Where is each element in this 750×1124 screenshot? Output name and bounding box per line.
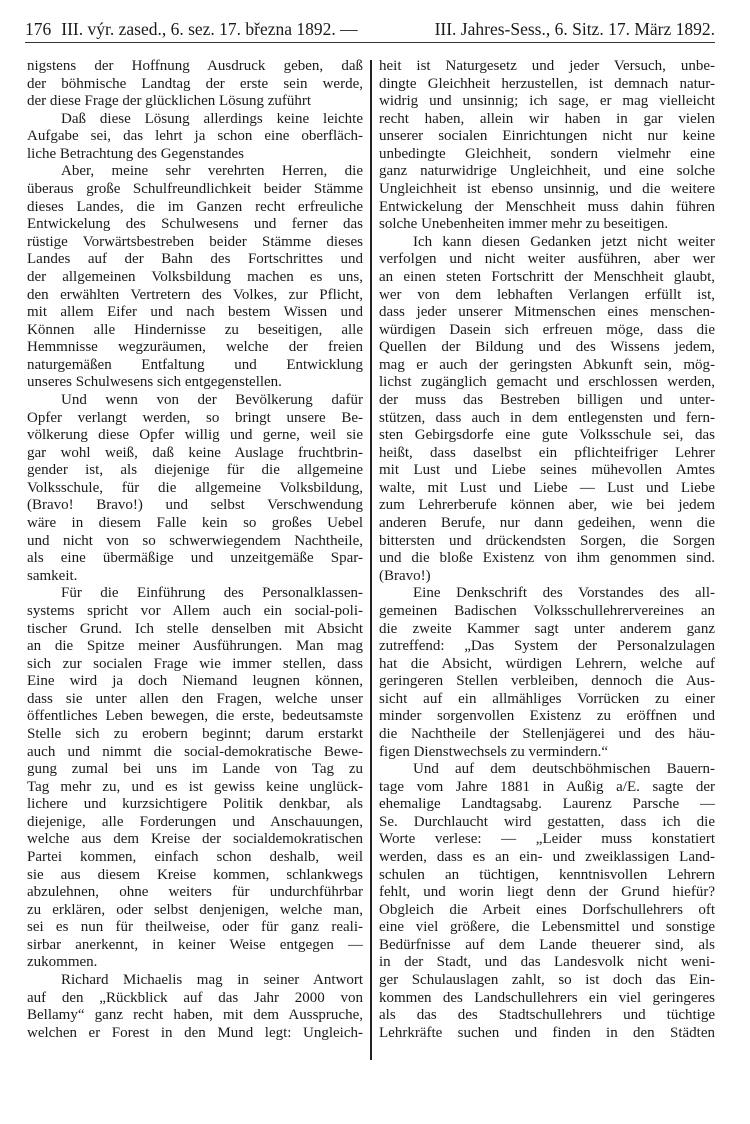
text-line: Entwickelung des Schulwesens und ferner das xyxy=(27,216,363,233)
text-line: welchen er Forest in den Mund legt: Ungleich- xyxy=(27,1024,363,1041)
column-left xyxy=(27,58,363,1042)
text-line: nigstens der Hoffnung Ausdruck geben, daß xyxy=(27,58,363,74)
text-line: unseres Schulwesens sich entgegenstellen. xyxy=(27,374,282,391)
text-line: wer von dem lebhaften Verlangen erfüllt ist, xyxy=(379,286,715,303)
text-line: verfolgen und nicht weiter ausführen, aber wer xyxy=(379,251,715,268)
text-line: sei es nun für theilweise, oder für ganz reali- xyxy=(27,919,363,936)
text-line: diejenige, alle Forderungen und Anschauungen, xyxy=(27,813,363,830)
paragraph xyxy=(27,111,363,164)
page-header xyxy=(25,14,715,43)
paragraph xyxy=(27,972,363,1042)
text-line: heit ist Naturgesetz und jeder Versuch, unbe- xyxy=(379,58,715,74)
text-line: der allgemeinen Volksbildung machen es uns, xyxy=(27,268,363,285)
text-line: kommen des Landschullehrers ein viel geringeres xyxy=(379,989,715,1006)
text-line: dieses Landes, die im Ganzen recht erfreuliche xyxy=(27,198,363,215)
text-line: sten Gebirgsdorfe eine gute Volksschule sei, das xyxy=(379,427,715,444)
text-line: sich zur socialen Frage wie immer stellen, dass xyxy=(27,655,363,672)
text-line: Und auf dem deutschböhmischen Bauern- xyxy=(413,761,715,778)
text-line: öffentliches Leben bewegen, die erste, bedeutsamste xyxy=(27,708,363,725)
text-line: Volksschule, für die allgemeine Volksbildung, xyxy=(27,479,363,496)
text-line: liche Betrachtung des Gegenstandes xyxy=(27,145,245,162)
text-line: völkerung diese Opfer willig und gerne, weil sie xyxy=(27,427,363,444)
text-line: minder sorgenvollen Existenz zu eröffnen und xyxy=(379,708,715,725)
text-line: die zweite Kammer sagt unter anderem ganz xyxy=(379,620,715,637)
text-line: schulen an tüchtigen, kenntnisvollen Lehrern xyxy=(379,866,715,883)
text-line: überaus große Schulfreundlichkeit beider Stämme xyxy=(27,181,363,198)
text-line: Worte verlese: — „Leider muss konstatiert xyxy=(379,831,715,848)
text-line: sicht auf ein allmähliges Vorrücken zu einer xyxy=(379,690,715,707)
text-line: dass sie unter allen den Fragen, welche unser xyxy=(27,690,363,707)
text-line: naturgemäßen Entfaltung und Entwicklung xyxy=(27,356,363,373)
text-line: unbedingte Gleichheit, sondern vielmehr eine xyxy=(379,145,715,162)
text-line: Entwickelung der Menschheit muss dahin führen xyxy=(379,198,715,215)
text-line: zum Lehrerberufe können aber, wie bei jedem xyxy=(379,497,715,514)
text-line: Ungleichheit ist ebenso unsinnig, und die weitere xyxy=(379,181,715,198)
text-line: Landes auf der Bahn des Fortschrittes und xyxy=(27,251,363,268)
text-line: gender ist, als diejenige für die allgemeine xyxy=(27,462,363,479)
text-line: den erwählten Vertretern des Volkes, zur Pflicht, xyxy=(27,286,363,303)
text-line: Ich kann diesen Gedanken jetzt nicht weiter xyxy=(413,233,715,250)
text-line: widrig und unsinnig; ich sage, er mag vielleicht xyxy=(379,93,715,110)
text-line: Partei kommen, einfach schon deshalb, weil xyxy=(27,849,363,866)
text-line: ehemalige Landtagsabg. Laurenz Parsche — xyxy=(379,796,715,813)
text-line: und die bloße Existenz von ihm genommen sind. xyxy=(379,550,715,567)
text-line: Bedürfnisse auf dem Lande theuerer sind, als xyxy=(379,936,715,953)
text-line: mit Lust und Liebe seines mühevollen Amtes xyxy=(379,462,715,479)
text-line: tage vom Jahre 1881 in Außig a/E. sagte der xyxy=(379,778,715,795)
text-line: Eine Denkschrift des Vorstandes des all- xyxy=(413,585,715,602)
column-right xyxy=(379,58,715,1042)
text-line: geringeren Stellen verbleiben, dennoch die Aus- xyxy=(379,673,715,690)
text-line: sie aus diesem Kreise kommen, schlankwegs xyxy=(27,866,363,883)
text-line: Eine wird ja doch Niemand leugnen können, xyxy=(27,673,363,690)
text-line: und nicht von so schwerwiegendem Nachtheile, xyxy=(27,532,363,549)
text-line: lichst zugänglich gemacht und erschlossen werden, xyxy=(379,374,715,391)
text-line: rüstige Vorwärtsbestreben beider Stämme dieses xyxy=(27,233,363,250)
text-line: als eine übermäßige und unzeitgemäße Spar- xyxy=(27,550,363,567)
text-line: wäre in diesem Falle kein so großes Uebel xyxy=(27,515,363,532)
text-line: Stelle sich zu erobern beginnt; darum erstarkt xyxy=(27,725,363,742)
text-line: Hemmnisse wegzuräumen, welche der freien xyxy=(27,339,363,356)
text-line: (Bravo! Bravo!) und selbst Verschwendung xyxy=(27,497,363,514)
paragraph xyxy=(379,58,715,234)
paragraph xyxy=(379,761,715,1042)
text-line: unserer socialen Einrichtungen nicht nur keine xyxy=(379,128,715,145)
column-divider xyxy=(370,60,372,1060)
text-line: samkeit. xyxy=(27,567,78,584)
text-line: systems spricht vor Allem auch ein social-poli- xyxy=(27,602,363,619)
text-line: die Nachtheile der Stellenjägerei und des häu- xyxy=(379,725,715,742)
text-line: stützen, dass auch in dem entlegensten und fern- xyxy=(379,409,715,426)
text-line: Obgleich die Arbeit eines Dorfschullehrers oft xyxy=(379,901,715,918)
text-line: auch und nimmt die social-demokratische Bewe- xyxy=(27,743,363,760)
paragraph xyxy=(27,163,363,392)
text-line: recht haben, allein wir haben in gar vielen xyxy=(379,110,715,127)
text-line: dingte Gleichheit herzustellen, ist demnach natur- xyxy=(379,75,715,92)
header-czech: III. výr. zased., 6. sez. 17. března 1892. — xyxy=(61,19,358,39)
text-line: gar wohl weiß, daß keine Auslage fruchtbrin- xyxy=(27,444,363,461)
paragraph xyxy=(379,585,715,761)
paragraph xyxy=(379,234,715,586)
text-line: fehlt, und worin liegt denn der Grund hiefür? xyxy=(379,884,715,901)
text-line: der diese Frage der glücklichen Lösung zuführt xyxy=(27,93,312,110)
header-german: III. Jahres-Sess., 6. Sitz. 17. März 1892. xyxy=(434,19,715,39)
text-line: bittersten und drückendsten Sorgen, die Sorgen xyxy=(379,532,715,549)
text-line: anderen Berufe, nur dann gedeihen, wenn die xyxy=(379,515,715,532)
text-line: ger Schulauslagen zahlt, so ist doch das Ein- xyxy=(379,972,715,989)
text-line: abzulehnen, ohne weiters für undurchführbar xyxy=(27,884,363,901)
text-line: gung zumal bei uns im Lande von Tag zu xyxy=(27,761,363,778)
text-line: auf den „Rückblick auf das Jahr 2000 von xyxy=(27,989,363,1006)
text-line: zutreffend: „Das System der Personalzulagen xyxy=(379,638,715,655)
text-line: walte, mit Lust und Liebe — Lust und Liebe xyxy=(379,479,715,496)
text-line: hat die Absicht, würdigen Lehrern, welche auf xyxy=(379,655,715,672)
text-line: Opfer verlangt werden, so bringt unsere Be- xyxy=(27,409,363,426)
text-line: Aber, meine sehr verehrten Herren, die xyxy=(61,163,363,180)
text-line: an die Spitze meiner Ausführungen. Man mag xyxy=(27,638,363,655)
text-line: welche aus dem Kreise der socialdemokratischen xyxy=(27,831,363,848)
text-line: solche Unebenheiten immer mehr zu beseitigen. xyxy=(379,216,669,233)
text-line: an einen steten Fortschritt der Menschheit glaubt, xyxy=(379,268,715,285)
text-line: der böhmische Landtag der erste sein werde, xyxy=(27,75,363,92)
text-line: werden, dass es an ein- und zweiklassigen Land- xyxy=(379,849,715,866)
text-line: würdigen Dasein sich erfreuen möge, dass die xyxy=(379,321,715,338)
page-number: 176 xyxy=(25,19,52,39)
text-line: Und wenn von der Bevölkerung dafür xyxy=(61,391,363,408)
text-line: Richard Michaelis mag in seiner Antwort xyxy=(61,972,363,989)
text-line: (Bravo!) xyxy=(379,567,431,584)
text-line: dass jeder unserer Mitmenschen eines menschen- xyxy=(379,304,715,321)
text-line: eine viel größere, die Lebensmittel und sonstige xyxy=(379,919,715,936)
paragraph xyxy=(27,585,363,972)
paragraph xyxy=(27,392,363,585)
text-line: figen Dienstwechsels zu vermindern.“ xyxy=(379,743,609,760)
text-line: Können alle Hindernisse zu beseitigen, alle xyxy=(27,321,363,338)
paragraph xyxy=(27,58,363,111)
text-line: mit allem Eifer und nach bestem Wissen und xyxy=(27,304,363,321)
text-line: lichere und kurzsichtigere Politik denkbar, als xyxy=(27,796,363,813)
text-line: Daß diese Lösung allerdings keine leichte xyxy=(61,110,363,127)
text-line: in der Stadt, und das Landesvolk nicht weni- xyxy=(379,954,715,971)
text-line: zukommen. xyxy=(27,954,98,971)
text-line: Aufgabe sei, das lehrt ja schon eine oberfläch- xyxy=(27,128,363,145)
text-line: tischer Grund. Ich stelle denselben mit Absicht xyxy=(27,620,363,637)
text-line: mag er auch der geringsten Abkunft sein, mög- xyxy=(379,356,715,373)
text-line: Se. Durchlaucht wird gestatten, dass ich die xyxy=(379,813,715,830)
text-line: gemeinen Badischen Volksschullehrervereines an xyxy=(379,602,715,619)
text-line: als das des Stadtschullehrers und tüchtige xyxy=(379,1007,715,1024)
text-line: Bellamy“ ganz recht haben, mit dem Ausspruche, xyxy=(27,1007,363,1024)
text-line: der muss das Bestreben billigen und unter- xyxy=(379,391,715,408)
text-line: Quellen der Bildung und des Wissens jedem, xyxy=(379,339,715,356)
text-line: ganz naturwidrige Ungleichheit, und eine solche xyxy=(379,163,715,180)
text-line: heißt, dass daselbst ein pflichteifriger Lehrer xyxy=(379,444,715,461)
text-line: Lehrkräfte suchen und finden in den Städten xyxy=(379,1024,715,1041)
text-line: Tag mehr zu, und es ist gewiss keine unglück- xyxy=(27,778,363,795)
text-line: sirbar anerkennt, in keiner Weise entgegen — xyxy=(27,936,363,953)
text-line: zu erklären, oder selbst denjenigen, welche man, xyxy=(27,901,363,918)
text-line: Für die Einführung des Personalklassen- xyxy=(61,585,363,602)
